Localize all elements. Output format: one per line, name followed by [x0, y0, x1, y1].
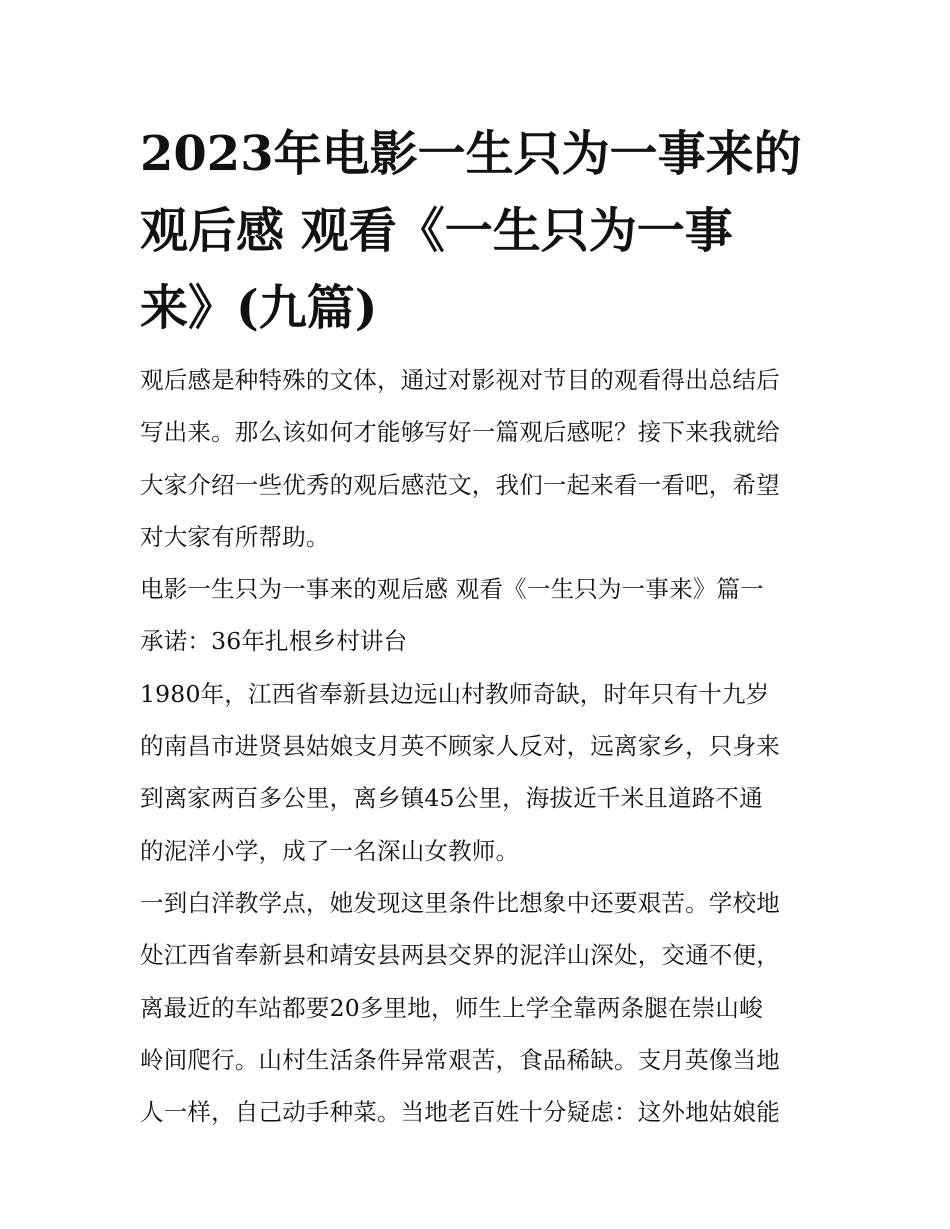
document-title — [140, 116, 830, 347]
body-line: 对大家有所帮助。 — [140, 522, 330, 551]
body-line: 的南昌市进贤县姑娘支月英不顾家人反对，远离家乡，只身来 — [140, 732, 780, 761]
title-line: 观后感 观看《一生只为一事 — [140, 203, 733, 259]
document-body — [140, 354, 830, 1138]
subheading-line: 承诺：36年扎根乡村讲台 — [140, 627, 408, 656]
body-line: 离最近的车站都要20多里地，师生上学全靠两条腿在崇山峻 — [140, 993, 763, 1022]
body-line: 写出来。那么该如何才能够写好一篇观后感呢？接下来我就给 — [140, 418, 780, 447]
body-line: 大家介绍一些优秀的观后感范文，我们一起来看一看吧，希望 — [140, 470, 780, 499]
body-line: 一到白洋教学点，她发现这里条件比想象中还要艰苦。学校地 — [140, 888, 780, 917]
body-line: 到离家两百多公里，离乡镇45公里，海拔近千米且道路不通 — [140, 784, 763, 813]
body-line: 岭间爬行。山村生活条件异常艰苦，食品稀缺。支月英像当地 — [140, 1045, 780, 1074]
body-line: 观后感是种特殊的文体，通过对影视对节目的观看得出总结后 — [140, 366, 780, 394]
section-heading-line: 电影一生只为一事来的观后感 观看《一生只为一事来》篇一 — [140, 575, 764, 604]
body-line: 处江西省奉新县和靖安县两县交界的泥洋山深处，交通不便， — [140, 941, 780, 970]
title-line: 2023年电影一生只为一事来的 — [140, 126, 802, 182]
title-line: 来》(九篇) — [140, 280, 378, 336]
body-line: 1980年，江西省奉新县边远山村教师奇缺，时年只有十九岁 — [140, 679, 770, 708]
body-line: 人一样，自己动手种菜。当地老百姓十分疑虑：这外地姑娘能 — [140, 1098, 780, 1127]
body-line: 的泥洋小学，成了一名深山女教师。 — [140, 836, 520, 865]
